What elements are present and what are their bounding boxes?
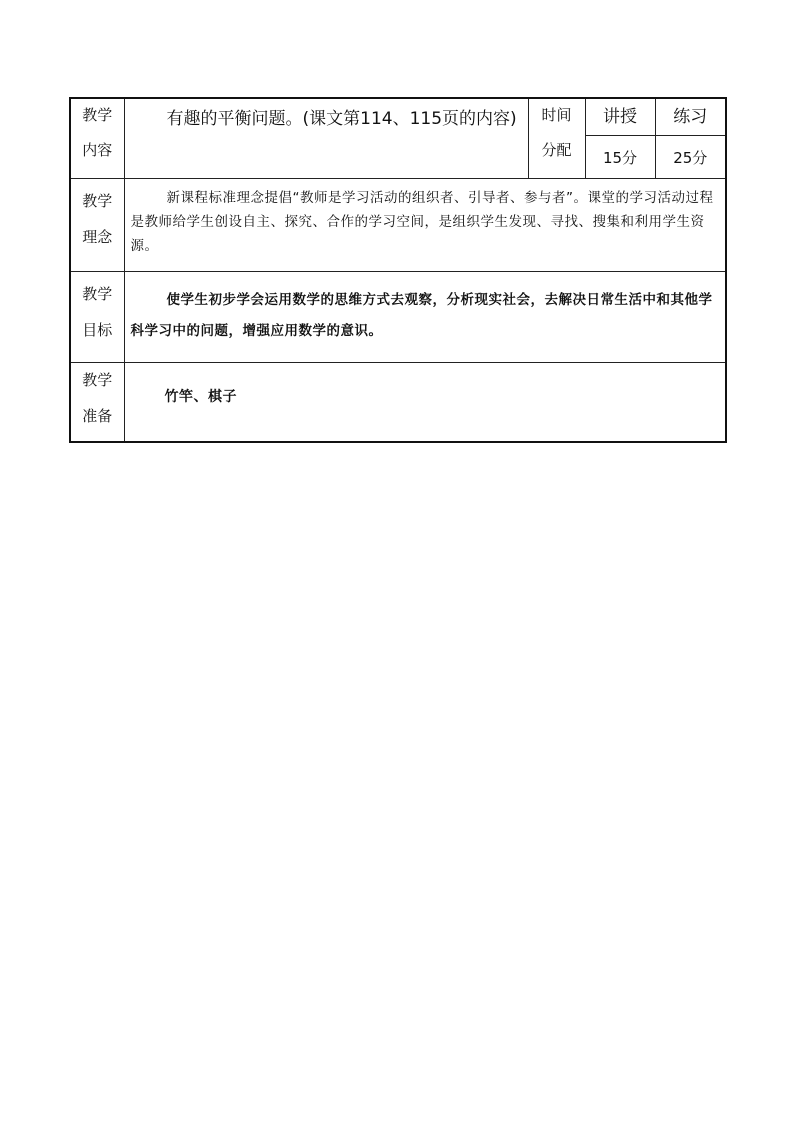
label-line2: 目标 (82, 321, 113, 339)
time-allocation-label (528, 98, 585, 179)
teaching-goal-cell (124, 272, 726, 363)
label-line2: 内容 (82, 141, 113, 159)
label-teaching-concept (70, 179, 124, 272)
label-teaching-content (70, 98, 124, 179)
time-label-line1: 时间 (541, 106, 572, 124)
label-teaching-goal (70, 272, 124, 363)
label-line1: 教学 (82, 106, 113, 124)
teaching-content-text: 有趣的平衡问题。(课文第114、115页的内容) (166, 109, 517, 129)
practice-time: 25分 (673, 148, 708, 167)
teaching-prep-cell (124, 363, 726, 443)
label-line1: 教学 (82, 192, 113, 210)
lecture-label-cell (585, 98, 655, 136)
label-line1: 教学 (82, 371, 113, 389)
teaching-concept-text: 新课程标准理念提倡“教师是学习活动的组织者、引导者、参与者”。课堂的学习活动过程是教师给学生创设自主、探究、合作的学习空间，是组织学生发现、寻找、搜集和利用学生资源。 (130, 190, 714, 254)
lecture-time: 15分 (602, 148, 638, 167)
teaching-concept-cell (124, 179, 726, 272)
lecture-time-cell (585, 136, 655, 179)
row-teaching-concept (70, 179, 726, 272)
practice-label-cell (655, 98, 726, 136)
row-teaching-prep (70, 363, 726, 443)
label-line1: 教学 (82, 285, 113, 303)
row-teaching-content (70, 98, 726, 136)
practice-label: 练习 (673, 107, 708, 127)
teaching-prep-text: 竹竿、棋子 (164, 389, 237, 405)
label-line2: 理念 (82, 228, 113, 246)
label-line2: 准备 (82, 407, 113, 425)
row-teaching-goal (70, 272, 726, 363)
practice-time-cell (655, 136, 726, 179)
lesson-plan-table (69, 97, 727, 443)
lecture-label: 讲授 (603, 107, 637, 127)
time-label-line2: 分配 (541, 141, 572, 159)
teaching-goal-text: 使学生初步学会运用数学的思维方式去观察，分析现实社会，去解决日常生活中和其他学科学习中的问题，增强应用数学的意识。 (130, 292, 713, 339)
teaching-content-cell (124, 98, 528, 179)
label-teaching-prep (70, 363, 124, 443)
